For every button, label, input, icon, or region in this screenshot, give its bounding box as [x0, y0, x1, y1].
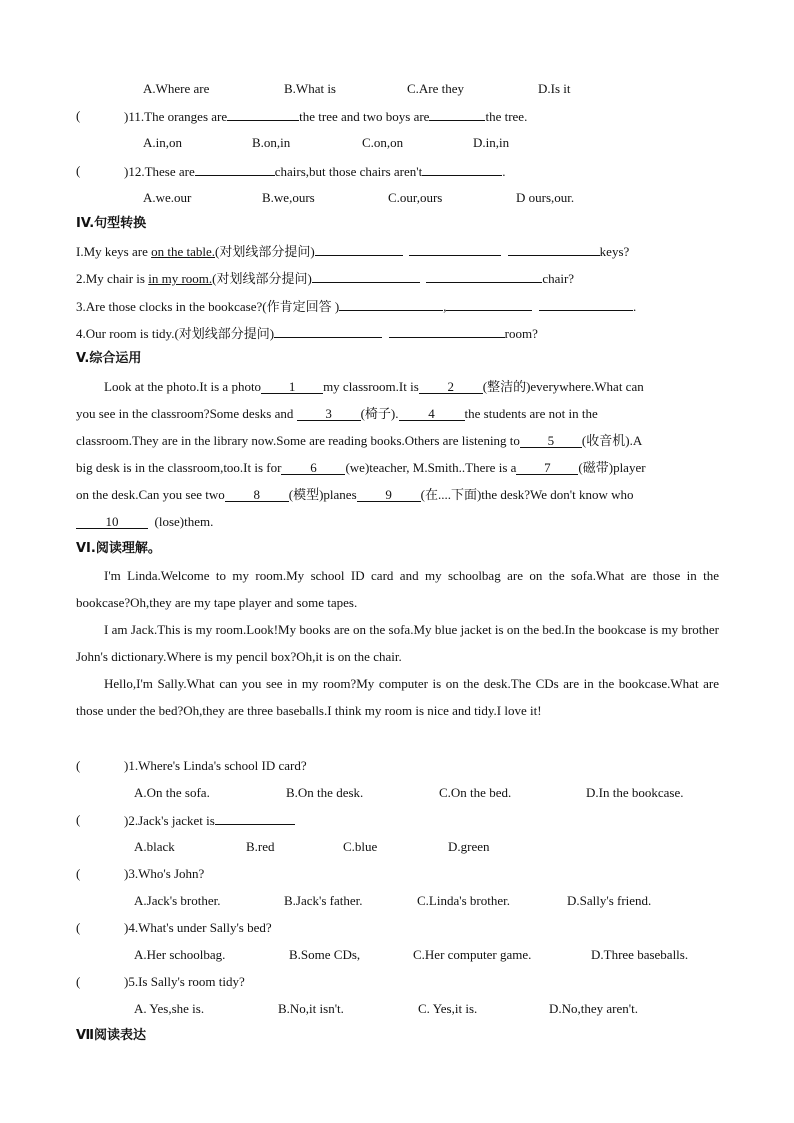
sec4-item-2-blank-2[interactable] — [426, 269, 542, 283]
section-7-title: Ⅶ阅读表达 — [76, 1028, 147, 1043]
q11-number: 11. — [128, 109, 145, 124]
q12-text-pre: These are — [144, 164, 195, 179]
sec5-text: (椅子). — [360, 406, 399, 421]
sec5-blank-6[interactable] — [281, 461, 345, 475]
sec4-item-3-blank-3[interactable] — [539, 297, 633, 311]
sec5-blank-3[interactable] — [297, 407, 361, 421]
sec5-text: you see in the classroom?Some desks and — [76, 406, 297, 421]
rq3-option-c: C.Linda's brother. — [417, 893, 510, 908]
sec5-line-5 — [76, 486, 634, 504]
rq5-option-b: B.No,it isn't. — [278, 1001, 344, 1016]
q12-option-b: B.we,ours — [262, 190, 315, 205]
rq2-blank[interactable] — [215, 811, 295, 825]
sec4-item-1-blank-1[interactable] — [315, 242, 403, 256]
rq1-option-d: D.In the bookcase. — [586, 785, 684, 800]
q11-blank-1[interactable] — [227, 107, 299, 121]
sec4-item-4-blank-1[interactable] — [274, 324, 382, 338]
sec4-item-2 — [76, 269, 574, 288]
sec5-blank-6-number: 6 — [310, 460, 317, 475]
sec4-item-2-note: (对划线部分提问) — [212, 271, 312, 286]
rq4-option-d: D.Three baseballs. — [591, 947, 689, 962]
rq4-question: )4.What's under Sally's bed? — [124, 920, 272, 935]
q10-option-c: C.Are they — [407, 81, 465, 96]
rq4-option-b: B.Some CDs, — [289, 947, 361, 962]
sec4-item-2-text: 2.My chair is — [76, 271, 149, 286]
sec5-blank-10-number: 10 — [105, 514, 119, 529]
sec4-item-3-blank-2[interactable] — [446, 297, 532, 311]
sec4-item-2-underlined: in my room. — [148, 271, 213, 286]
sec5-blank-1-number: 1 — [288, 379, 296, 394]
sec5-blank-4[interactable] — [399, 407, 465, 421]
sec4-item-3-blank-1[interactable] — [339, 297, 443, 311]
sec5-line-2 — [76, 405, 598, 423]
passage-jack: I am Jack.This is my room.Look!My books are on the sofa.My blue jacket is on the bed.In the bookcase is my brother John's dictionary.Where is my pencil box?Oh,it is on the chair. — [76, 622, 719, 664]
sec5-text: (整洁的)everywhere.What can — [482, 379, 644, 394]
q10-option-a: A.Where are — [143, 81, 210, 96]
q11-text-post: the tree. — [485, 109, 528, 124]
rq1-question: )1.Where's Linda's school ID card? — [124, 758, 307, 773]
sec5-text: (模型)planes — [288, 487, 357, 502]
sec4-item-3-end: . — [632, 299, 637, 314]
q11-paren: ( — [76, 108, 81, 123]
rq2-paren: ( — [76, 812, 81, 827]
rq3-option-d: D.Sally's friend. — [567, 893, 652, 908]
sec4-item-4-end: room? — [504, 326, 538, 341]
q12-close: ) — [124, 164, 129, 179]
sec5-blank-1[interactable] — [261, 380, 323, 394]
q11-option-a: A.in,on — [143, 135, 182, 150]
rq5-question: )5.Is Sally's room tidy? — [124, 974, 245, 989]
sec5-line-3 — [76, 432, 642, 450]
sec5-blank-5-number: 5 — [547, 433, 555, 448]
sec5-text: my classroom.It is — [323, 379, 419, 394]
rq3-option-a: A.Jack's brother. — [134, 893, 221, 908]
rq2-text: )2.Jack's jacket is — [124, 813, 215, 828]
sec4-item-1 — [76, 242, 629, 261]
q11-option-c: C.on,on — [362, 135, 404, 150]
sec5-line-1 — [104, 378, 644, 396]
sec5-blank-2-number: 2 — [447, 379, 454, 394]
q12-number: 12. — [128, 164, 145, 179]
sec4-item-1-note: (对划线部分提问) — [215, 244, 315, 259]
rq1-paren: ( — [76, 758, 81, 773]
sec4-item-2-end: chair? — [542, 271, 575, 286]
q11-option-d: D.in,in — [473, 135, 510, 150]
sec5-blank-8[interactable] — [225, 488, 289, 502]
sec5-blank-2[interactable] — [419, 380, 483, 394]
sec5-text: (we)teacher, M.Smith..There is a — [345, 460, 517, 475]
q11-text-pre: The oranges are — [144, 109, 228, 124]
rq2-option-c: C.blue — [343, 839, 378, 854]
q12-option-c: C.our,ours — [388, 190, 443, 205]
section-6-title: VI.阅读理解。 — [76, 541, 161, 556]
q10-option-b: B.What is — [284, 81, 336, 96]
q11-question — [124, 107, 527, 126]
sec5-text: (收音机).A — [581, 433, 643, 448]
rq5-option-c: C. Yes,it is. — [418, 1001, 478, 1016]
sec4-item-4-blank-2[interactable] — [389, 324, 505, 338]
section-4-title: IV.句型转换 — [76, 216, 147, 231]
q11-text-mid: the tree and two boys are — [299, 109, 430, 124]
q11-close: ) — [124, 109, 129, 124]
sec5-blank-5[interactable] — [520, 434, 582, 448]
q12-question — [124, 162, 505, 181]
sec5-blank-10[interactable] — [76, 515, 148, 529]
section-5-title: V.综合运用 — [76, 351, 142, 366]
rq4-paren: ( — [76, 920, 81, 935]
sec4-item-3 — [76, 297, 636, 316]
sec5-blank-9-number: 9 — [385, 487, 392, 502]
sec4-item-1-blank-3[interactable] — [508, 242, 600, 256]
rq2-option-a: A.black — [134, 839, 175, 854]
reading-passage — [76, 562, 719, 724]
rq2-option-d: D.green — [448, 839, 490, 854]
rq1-option-a: A.On the sofa. — [134, 785, 210, 800]
sec5-text: on the desk.Can you see two — [76, 487, 225, 502]
q12-text-post: . — [502, 164, 506, 179]
passage-sally: Hello,I'm Sally.What can you see in my room?My computer is on the desk.The CDs are in the bookcase.What are those under the bed?Oh,they are three baseballs.I think my room is nice and tidy.I love it! — [76, 676, 719, 718]
sec5-blank-7[interactable] — [516, 461, 578, 475]
q12-text-mid: chairs,but those chairs aren't — [274, 164, 423, 179]
sec5-blank-4-number: 4 — [428, 406, 435, 421]
sec5-text: (磁带)player — [578, 460, 646, 475]
q12-option-d: D ours,our. — [516, 190, 575, 205]
sec5-text: (lose)them. — [154, 514, 214, 529]
rq4-option-c: C.Her computer game. — [413, 947, 532, 962]
q12-blank-1[interactable] — [195, 162, 275, 176]
sec4-item-1-underlined: on the table. — [151, 244, 215, 259]
sec5-text: (在....下面)the desk?We don't know who — [420, 487, 634, 502]
q12-paren: ( — [76, 163, 81, 178]
sec5-blank-3-number: 3 — [325, 406, 332, 421]
q10-option-d: D.Is it — [538, 81, 571, 96]
sec5-line-4 — [76, 459, 646, 477]
rq5-option-a: A. Yes,she is. — [134, 1001, 205, 1016]
sec4-item-2-blank-1[interactable] — [312, 269, 420, 283]
passage-linda: I'm Linda.Welcome to my room.My school ID card and my schoolbag are on the sofa.What are those in the bookcase?Oh,they are my tape player and some tapes. — [76, 568, 719, 610]
sec5-text: Look at the photo.It is a photo — [104, 379, 262, 394]
rq5-paren: ( — [76, 974, 81, 989]
sec4-item-3-comma: , — [443, 299, 447, 314]
rq1-option-c: C.On the bed. — [439, 785, 512, 800]
sec4-item-1-text: I.My keys are — [76, 244, 152, 259]
sec4-item-1-end: keys? — [599, 244, 630, 259]
sec5-text: the students are not in the — [464, 406, 598, 421]
rq2-question — [124, 811, 295, 830]
sec5-text: big desk is in the classroom,too.It is for — [76, 460, 282, 475]
rq5-option-d: D.No,they aren't. — [549, 1001, 638, 1016]
rq3-paren: ( — [76, 866, 81, 881]
q12-blank-2[interactable] — [422, 162, 502, 176]
rq2-option-b: B.red — [246, 839, 275, 854]
rq3-option-b: B.Jack's father. — [284, 893, 363, 908]
q12-option-a: A.we.our — [143, 190, 192, 205]
sec4-item-1-blank-2[interactable] — [409, 242, 501, 256]
sec4-item-4 — [76, 324, 538, 343]
q11-blank-2[interactable] — [429, 107, 485, 121]
sec5-text: classroom.They are in the library now.Some are reading books.Others are listening to — [76, 433, 520, 448]
sec4-item-4-text: 4.Our room is tidy.(对划线部分提问) — [76, 326, 275, 341]
rq1-option-b: B.On the desk. — [286, 785, 364, 800]
sec5-line-6 — [76, 513, 213, 531]
rq4-option-a: A.Her schoolbag. — [134, 947, 226, 962]
q11-option-b: B.on,in — [252, 135, 291, 150]
sec4-item-3-text: 3.Are those clocks in the bookcase?(作肯定回答 ) — [76, 299, 340, 314]
rq3-question: )3.Who's John? — [124, 866, 205, 881]
sec5-blank-7-number: 7 — [544, 460, 551, 475]
sec5-blank-9[interactable] — [357, 488, 421, 502]
sec5-blank-8-number: 8 — [253, 487, 261, 502]
